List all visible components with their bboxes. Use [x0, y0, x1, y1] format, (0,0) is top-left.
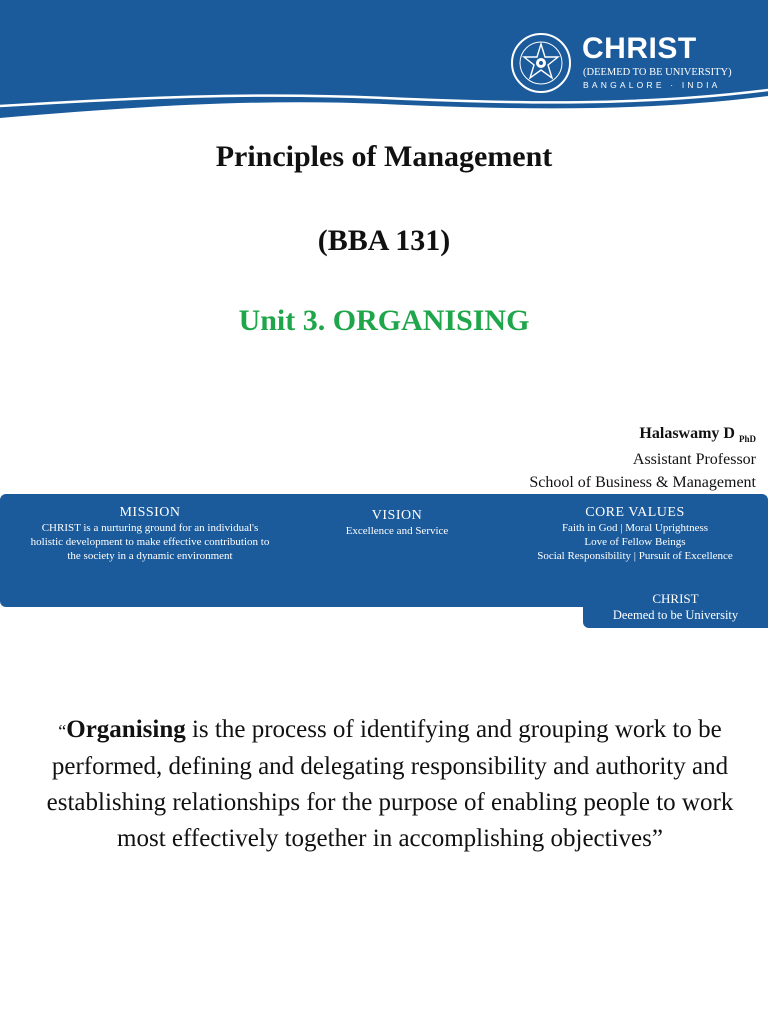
author-designation: Assistant Professor: [632, 451, 756, 468]
vision-heading: VISION: [371, 508, 423, 523]
university-seal-icon: [510, 26, 572, 100]
quote-open-mark: “: [58, 721, 67, 741]
brand-location: BANGALORE · INDIA: [583, 80, 721, 90]
core-values-block: [510, 505, 760, 563]
core-values-line: Faith in God | Moral Uprightness: [561, 522, 709, 534]
mission-line: the society in a dynamic environment: [67, 550, 233, 562]
university-logo: [510, 26, 760, 104]
footer-tab-name: CHRIST: [652, 591, 699, 606]
core-values-line: Love of Fellow Beings: [584, 536, 686, 548]
quote-emphasis: Organising: [66, 716, 186, 743]
vision-text: Excellence and Service: [345, 525, 449, 537]
author-department: School of Business & Management: [529, 474, 756, 491]
mission-heading: MISSION: [119, 505, 181, 520]
course-code: (BBA 131): [317, 224, 451, 257]
university-footer-tab: [583, 590, 768, 628]
footer-tab-subtitle: Deemed to be University: [612, 608, 739, 622]
vision-block: [322, 508, 472, 538]
brand-tagline: (DEEMED TO BE UNIVERSITY): [583, 67, 732, 78]
unit-title: Unit 3. ORGANISING: [238, 304, 530, 337]
page-title: Principles of Management: [215, 140, 553, 173]
author-name: [639, 425, 756, 444]
mission-line: CHRIST is a nurturing ground for an individual's: [41, 522, 259, 534]
author-degree: PhD: [738, 434, 756, 445]
header-band: [0, 0, 768, 125]
mission-block: [0, 505, 300, 563]
core-values-line: Social Responsibility | Pursuit of Excellence: [537, 550, 733, 562]
core-values-heading: CORE VALUES: [585, 505, 685, 520]
author-name-text: Halaswamy D: [639, 425, 735, 442]
brand-name: CHRIST: [582, 32, 697, 65]
mission-line: holistic development to make effective contribution to: [30, 536, 270, 548]
definition-quote: [40, 712, 740, 857]
quote-body: is the process of identifying and grouping work to be performed, defining and delegating responsibility and authority and establishing relationships for the purpose of enabling people to work most effectively together in accomplishing objectives”: [46, 716, 734, 852]
